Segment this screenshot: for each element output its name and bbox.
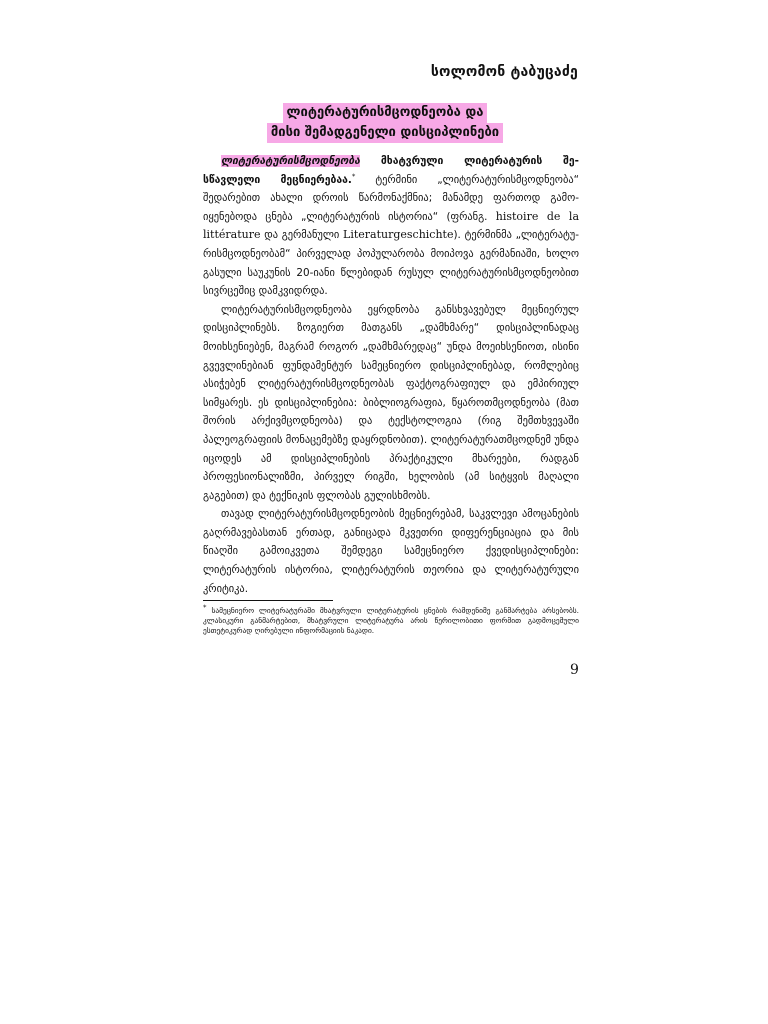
- footnote: [203, 603, 579, 636]
- paragraph-1-text-a: ტერმინი „ლიტერატურისმცოდნეობა“ შედარებით ახალი დროის წარმონაქმნია; მანამდე ფართოდ გამოიყენებოდა ცნება „ლიტერატურის ისტორია“ (ფრანგ.: [203, 173, 579, 223]
- chapter-title-line-2: მისი შემადგენელი დისციპლინები: [267, 123, 503, 143]
- latin-term-1: histoire de la littérature: [203, 209, 580, 242]
- latin-term-2: Literaturgeschichte: [343, 228, 454, 242]
- paragraph-1-text-c: ). ტერმინმა „ლიტერატურისმცოდნეობამ“ პირველად პოპულარობა მოიპოვა გერმანიაში, ხოლო გასული საუკუნის 20-იანი წლებიდან რუსულ ლიტერატურისმცოდნეობით სივრცეშიც დამკვიდრდა.: [203, 229, 579, 298]
- footnote-text: სამეცნიერო ლიტერატურაში მხატვრული ლიტერატურის ცნების რამდენიმე განმარტება არსებობს. კლასიკური განმარტებით, მხატვრული ლიტერატურა არის წერილობითი ფორმით გადმოცემული ესთეტიკურად ღირებული ინფორმაციის ნაკადი.: [203, 606, 579, 635]
- definition-text: მხატვრული ლიტერატურის შესწავლელი მეცნიერებაა.: [203, 155, 579, 186]
- chapter-title-line-1: ლიტერატურისმცოდნეობა და: [283, 103, 488, 123]
- footnote-reference[interactable]: *: [351, 172, 356, 181]
- body-text: [203, 152, 579, 598]
- page-number: 9: [570, 662, 579, 678]
- highlighted-term: ლიტერატურისმცოდნეობა: [221, 155, 360, 167]
- author-header: სოლომონ ტაბუცაძე: [430, 64, 578, 80]
- paragraph-1-text-b: და გერმანული: [260, 229, 344, 242]
- paragraph-1: [203, 152, 579, 301]
- paragraph-3: თავად ლიტერატურისმცოდნეობის მეცნიერებამ, საკვლევი ამოცანების გაღრმავებასთან ერთად, განიცადა მკვეთრი დიფერენციაცია და მის წიაღში გამოიკვეთა შემდეგი სამეცნიერო ქვედისციპლინები: ლიტერატურის ისტორია, ლიტერატურის თეორია და ლიტერატურული კრიტიკა.: [203, 508, 579, 595]
- footnote-mark: *: [203, 603, 207, 612]
- footnote-divider: [203, 600, 333, 601]
- paragraph-2: ლიტერატურისმცოდნეობა ეყრდნობა განსხვავებულ მეცნიერულ დისციპლინებს. ზოგიერთ მათგანს „დამხმარე“ დისციპლინადაც მოიხსენიებენ, მაგრამ როგორ „დამხმარედაც“ უნდა მოეიხსენიოთ, ისინი გვევლინებიან ფუნდამენტურ სამეცნიერო დისციპლინებად, რომლებიც ასიჭებენ ლიტერატურისმცოდნეობას ფაქტოგრაფიულ და ემპირიულ სიმყარეს. ეს დისციპლინებია: ბიბლიოგრაფია, წყაროთმცოდნეობა (მათ შორის არქივმცოდნეობა) და ტექსტოლოგია (რიგ შემთხვევაში პალეოგრაფიის მონაცემებზე დაყრდნობით). ლიტერატურათმცოდნემ უნდა იცოდეს ამ დისციპლინების პრაქტიკული მხარეები, რადგან პროფესიონალიზმი, პირველ რიგში, ხელობის (ამ სიტყვის მაღალი გაგებით) და ტექნიკის ფლობას გულისხმობს.: [203, 303, 579, 502]
- chapter-title: [200, 103, 570, 143]
